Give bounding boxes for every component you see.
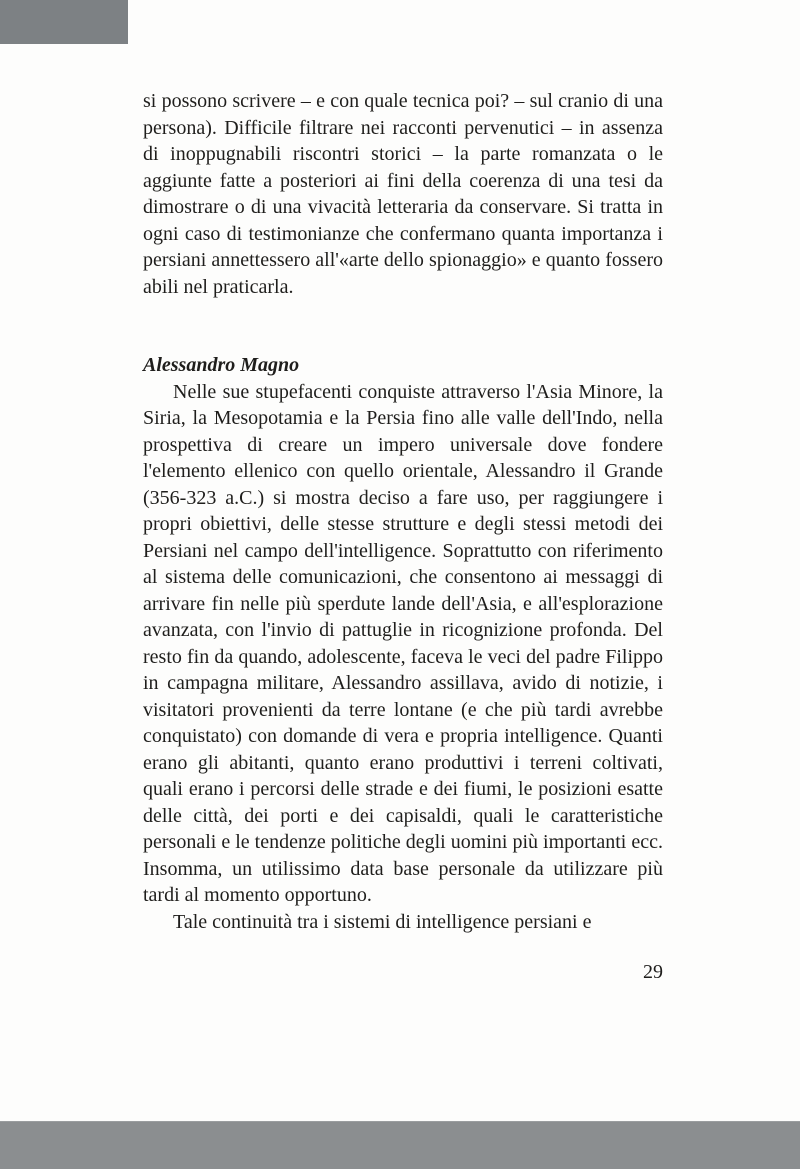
page-number: 29 (643, 961, 663, 983)
scan-shadow-bottom (0, 1121, 800, 1169)
paragraph-alessandro-magno: Nelle sue stupefacenti conquiste attraverso l'Asia Minore, la Siria, la Mesopotamia e la Persia fino alle valle dell'Indo, nella prospettiva di creare un impero universale dove fondere l'elemento ellenico con quello orientale, Alessandro il Grande (356-323 a.C.) si mostra deciso a fare uso, per raggiungere i propri obiettivi, delle stesse strutture e degli stessi metodi dei Persiani nel campo dell'intelligence. Soprattutto con riferimento al sistema delle comunicazioni, che consentono ai messaggi di arrivare fin nelle più sperdute lande dell'Asia, e all'esplorazione avanzata, con l'invio di pattuglie in ricognizione profonda. Del resto fin da quando, adolescente, faceva le veci del padre Filippo in campagna militare, Alessandro assillava, avido di notizie, i visitatori provenienti da terre lontane (e che più tardi avrebbe conquistato) con domande di vera e propria intelligence. Quanti erano gli abitanti, quanto erano produttivi i terreni coltivati, quali erano i percorsi delle strade e dei fiumi, le posizioni esatte delle città, dei porti e dei capisaldi, quali le caratteristiche personali e le tendenze politiche degli uomini più importanti ecc. Insomma, un utilissimo data base personale da utilizzare più tardi al momento opportuno. (143, 380, 663, 906)
page-content (143, 88, 663, 986)
paragraph-continuation: si possono scrivere – e con quale tecnica poi? – sul cranio di una persona). Difficile filtrare nei racconti pervenutici – in assenza di inoppugnabili riscontri storici – la parte romanzata o le aggiunte fatte a posteriori ai fini della coerenza di una tesi da dimostrare o di una vivacità letteraria da conservare. Si tratta in ogni caso di testimonianze che confermano quanta importanza i persiani annettessero all'«arte dello spionaggio» e quanto fossero abili nel praticarla. (143, 90, 663, 298)
scan-shadow-top-left (0, 0, 128, 44)
paragraph-tale-continuita: Tale continuità tra i sistemi di intelligence persiani e (173, 910, 592, 933)
section-heading: Alessandro Magno (143, 354, 300, 376)
